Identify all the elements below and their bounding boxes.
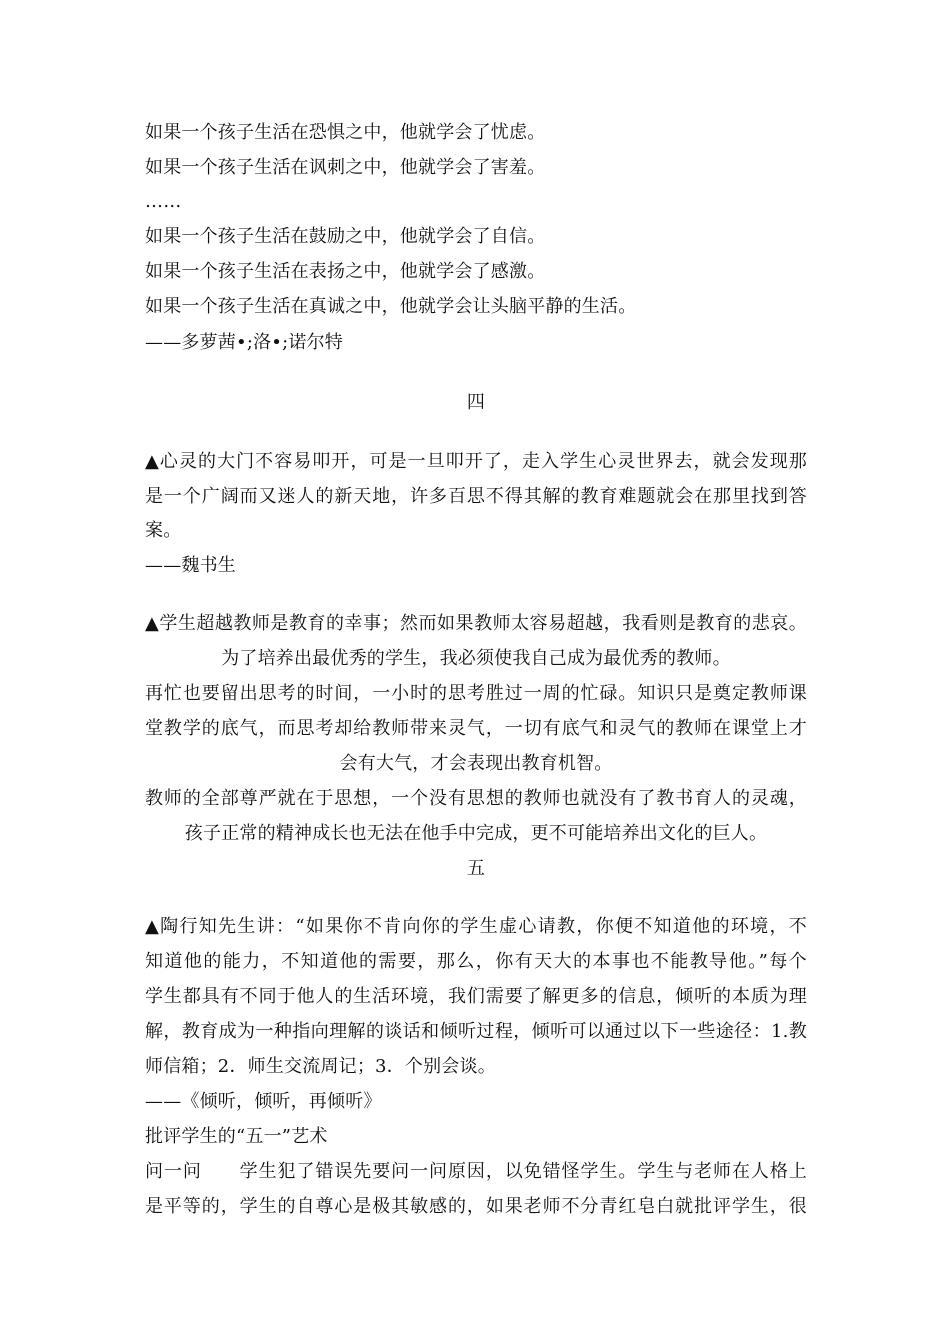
quote-teacher-line-5: 会有大气，才会表现出教育机智。 (339, 753, 613, 774)
criticism-art-line-2: 是平等的，学生的自尊心是极其敏感的，如果老师不分青红皂白就批评学生，很 (145, 1196, 807, 1217)
criticism-art-line-1: 问一问 学生犯了错误先要问一问原因，以免错怪学生。学生与老师在人格上 (145, 1161, 807, 1182)
poem-line-3: 如果一个孩子生活在鼓励之中，他就学会了自信。 (145, 226, 546, 247)
poem-line-5: 如果一个孩子生活在真诚之中，他就学会让头脑平静的生活。 (145, 296, 637, 317)
quote-taoxingzhi-author: ——《倾听，倾听，再倾听》 (145, 1091, 382, 1112)
quote-taoxingzhi-line-5: 师信箱；2．师生交流周记；3．个别会谈。 (145, 1056, 496, 1077)
quote-teacher-line-3: 再忙也要留出思考的时间，一小时的思考胜过一周的忙碌。知识只是奠定教师课 (145, 683, 807, 704)
poem-line-2: 如果一个孩子生活在讽刺之中，他就学会了害羞。 (145, 157, 546, 178)
quote-teacher-line-4: 堂教学的底气，而思考却给教师带来灵气，一切有底气和灵气的教师在课堂上才 (145, 718, 807, 739)
quote-taoxingzhi-line-4: 解，教育成为一种指向理解的谈话和倾听过程，倾听可以通过以下一些途径：1.教 (145, 1021, 807, 1042)
poem-ellipsis: …… (145, 191, 182, 212)
quote-weishusheng-line-3: 案。 (145, 520, 182, 541)
poem-author: ——多萝茜•;洛•;诺尔特 (145, 332, 343, 353)
document-page (145, 0, 807, 1344)
section-heading-4: 四 (466, 392, 486, 413)
quote-taoxingzhi-line-3: 学生都具有不同于他人的生活环境，我们需要了解更多的信息，倾听的本质为理 (145, 986, 807, 1007)
quote-taoxingzhi-line-1: ▲陶行知先生讲：“如果你不肯向你的学生虚心请教，你便不知道他的环境，不 (145, 916, 807, 937)
quote-teacher-line-1: ▲学生超越教师是教育的幸事；然而如果教师太容易超越，我看则是教育的悲哀。 (145, 613, 807, 634)
quote-teacher-line-7: 孩子正常的精神成长也无法在他手中完成，更不可能培养出文化的巨人。 (184, 823, 768, 844)
poem-line-4: 如果一个孩子生活在表扬之中，他就学会了感激。 (145, 261, 546, 282)
quote-weishusheng-author: ——魏书生 (145, 555, 236, 576)
quote-teacher-line-6: 教师的全部尊严就在于思想，一个没有思想的教师也就没有了教书育人的灵魂， (145, 788, 807, 809)
section-heading-5: 五 (466, 858, 486, 879)
quote-weishusheng-line-2: 是一个广阔而又迷人的新天地，许多百思不得其解的教育难题就会在那里找到答 (145, 486, 807, 507)
quote-weishusheng-line-1: ▲心灵的大门不容易叩开，可是一旦叩开了，走入学生心灵世界去，就会发现那 (145, 451, 807, 472)
quote-taoxingzhi-line-2: 知道他的能力，不知道他的需要，那么，你有天大的本事也不能教导他。”每个 (145, 951, 807, 972)
criticism-art-title: 批评学生的“五一”艺术 (145, 1126, 328, 1147)
quote-teacher-line-2: 为了培养出最优秀的学生，我必须使我自己成为最优秀的教师。 (221, 648, 731, 669)
poem-line-1: 如果一个孩子生活在恐惧之中，他就学会了忧虑。 (145, 122, 546, 143)
